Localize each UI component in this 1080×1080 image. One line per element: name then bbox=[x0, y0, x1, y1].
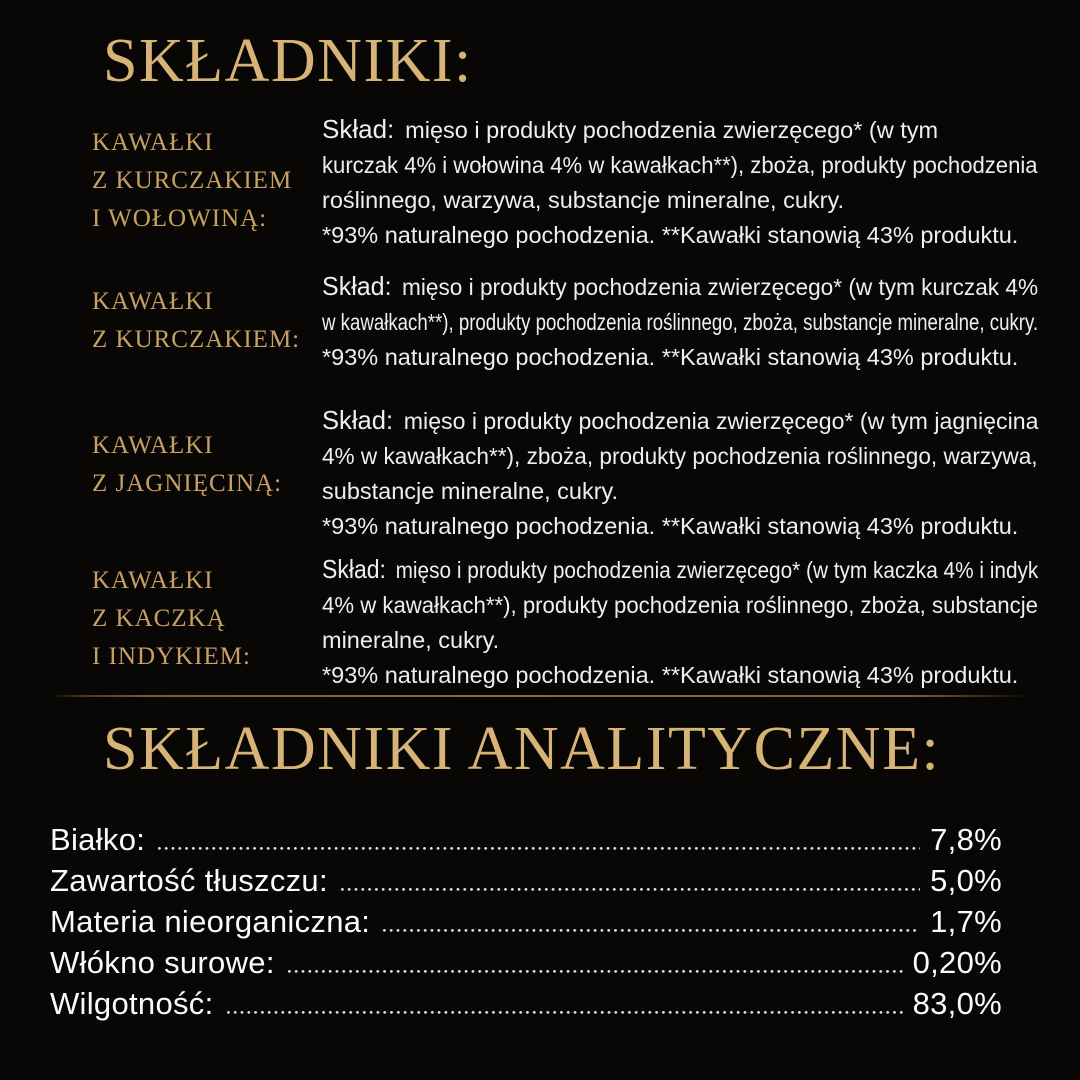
variant-label-line: Z KURCZAKIEM: bbox=[92, 326, 301, 353]
variant-label-line: KAWAŁKI bbox=[92, 432, 214, 459]
variant-label bbox=[92, 562, 322, 693]
row-label: Wilgotność: bbox=[50, 986, 214, 1022]
gold-divider bbox=[50, 695, 1030, 697]
sklad-lead: Skład: bbox=[322, 405, 394, 435]
table-row-crude-fiber bbox=[50, 940, 1002, 981]
composition-line: Skład: mięso i produkty pochodzenia zwierzęcego* (w tym kurczak 4% bbox=[322, 271, 1039, 301]
composition-line: mineralne, cukry. bbox=[322, 627, 500, 653]
ingredient-section-chicken bbox=[0, 269, 1080, 375]
row-label: Włókno surowe: bbox=[50, 945, 275, 981]
composition-line: kurczak 4% i wołowina 4% w kawałkach**), zboża, produkty pochodzenia bbox=[322, 152, 1038, 178]
composition-line: roślinnego, warzywa, substancje mineralne, cukry. bbox=[322, 187, 845, 213]
analytical-title: SKŁADNIKI ANALITYCZNE: bbox=[103, 715, 941, 783]
ingredient-section-duck-turkey bbox=[0, 552, 1080, 693]
footnote-line: *93% naturalnego pochodzenia. **Kawałki stanowią 43% produktu. bbox=[322, 662, 1019, 688]
sklad-lead: Skład: bbox=[322, 271, 392, 301]
sklad-lead: Skład: bbox=[322, 554, 386, 584]
ingredients-title: SKŁADNIKI: bbox=[103, 27, 473, 95]
row-label: Białko: bbox=[50, 822, 146, 858]
variant-label-line: I WOŁOWINĄ: bbox=[92, 205, 268, 232]
composition-line: 4% w kawałkach**), zboża, produkty pochodzenia roślinnego, warzywa, bbox=[322, 443, 1038, 469]
dotted-leader bbox=[226, 1010, 903, 1015]
variant-label-line: KAWAŁKI bbox=[92, 567, 214, 594]
analytical-table bbox=[50, 817, 1002, 1022]
row-value: 83,0% bbox=[912, 986, 1002, 1022]
table-row-inorganic-matter bbox=[50, 899, 1002, 940]
row-value: 1,7% bbox=[930, 904, 1002, 940]
row-value: 7,8% bbox=[930, 822, 1002, 858]
variant-label-line: KAWAŁKI bbox=[92, 129, 214, 156]
dotted-leader bbox=[287, 969, 903, 974]
variant-label bbox=[92, 124, 322, 253]
variant-label bbox=[92, 427, 322, 544]
row-label: Zawartość tłuszczu: bbox=[50, 863, 328, 899]
row-value: 5,0% bbox=[930, 863, 1002, 899]
composition-line: substancje mineralne, cukry. bbox=[322, 478, 619, 504]
dotted-leader bbox=[157, 846, 920, 851]
composition-text bbox=[322, 112, 1038, 253]
composition-line: Skład: mięso i produkty pochodzenia zwierzęcego* (w tym bbox=[322, 114, 939, 144]
composition-text bbox=[322, 552, 1038, 693]
table-row-protein bbox=[50, 817, 1002, 858]
footnote-line: *93% naturalnego pochodzenia. **Kawałki stanowią 43% produktu. bbox=[322, 222, 1019, 248]
composition-text bbox=[322, 403, 1038, 544]
variant-label-line: I INDYKIEM: bbox=[92, 643, 251, 670]
table-row-fat bbox=[50, 858, 1002, 899]
composition-line: w kawałkach**), produkty pochodzenia roślinnego, zboża, substancje mineralne, cukry. bbox=[322, 309, 1039, 335]
variant-label-line: KAWAŁKI bbox=[92, 288, 214, 315]
row-label: Materia nieorganiczna: bbox=[50, 904, 371, 940]
composition-line: Skład: mięso i produkty pochodzenia zwierzęcego* (w tym kaczka 4% i indyk bbox=[322, 554, 1039, 584]
dotted-leader bbox=[382, 928, 920, 933]
variant-label bbox=[92, 283, 322, 375]
table-row-moisture bbox=[50, 981, 1002, 1022]
row-value: 0,20% bbox=[912, 945, 1002, 981]
composition-text bbox=[322, 269, 1038, 375]
variant-label-line: Z KURCZAKIEM bbox=[92, 167, 293, 194]
variant-label-line: Z KACZKĄ bbox=[92, 605, 226, 632]
sklad-lead: Skład: bbox=[322, 114, 395, 144]
composition-line: Skład: mięso i produkty pochodzenia zwierzęcego* (w tym jagnięcina bbox=[322, 405, 1039, 435]
ingredient-section-chicken-beef bbox=[0, 112, 1080, 253]
composition-line: 4% w kawałkach**), produkty pochodzenia roślinnego, zboża, substancje bbox=[322, 592, 1038, 618]
footnote-line: *93% naturalnego pochodzenia. **Kawałki stanowią 43% produktu. bbox=[322, 513, 1019, 539]
ingredient-section-lamb bbox=[0, 403, 1080, 544]
footnote-line: *93% naturalnego pochodzenia. **Kawałki stanowią 43% produktu. bbox=[322, 344, 1019, 370]
dotted-leader bbox=[340, 887, 920, 892]
variant-label-line: Z JAGNIĘCINĄ: bbox=[92, 470, 283, 497]
